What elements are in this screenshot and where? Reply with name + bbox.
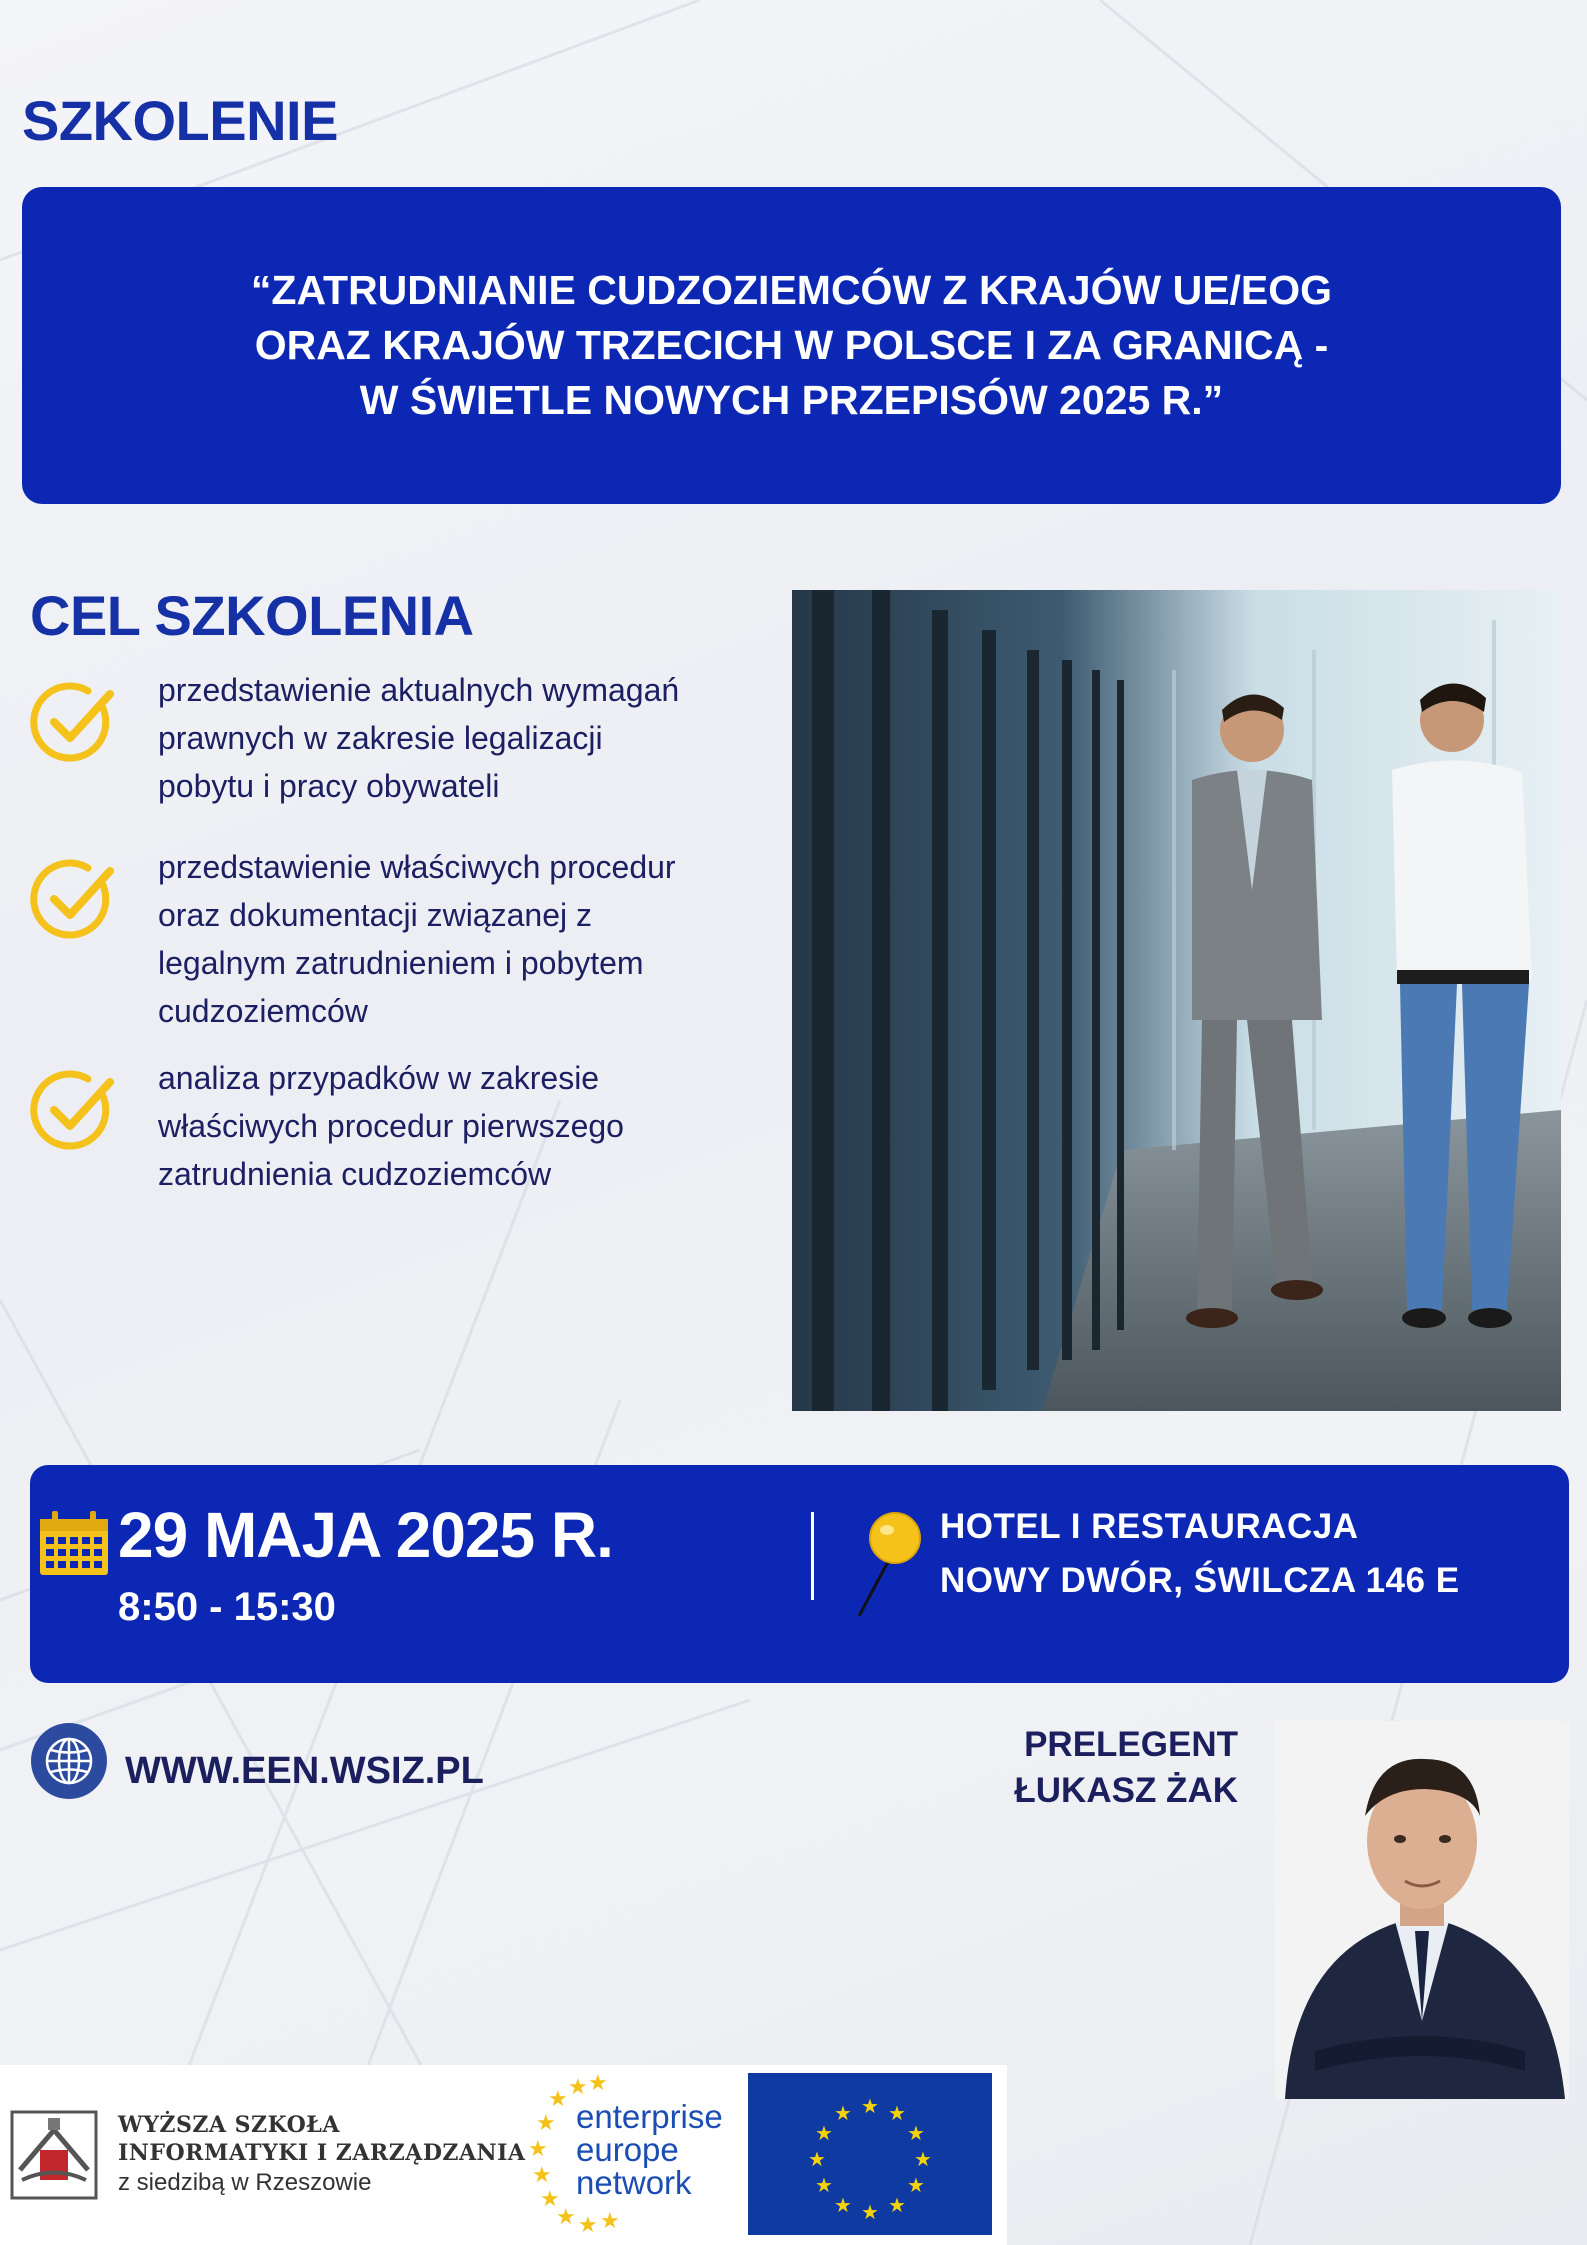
wsiz-name-line-1: WYŻSZA SZKOŁA	[118, 2112, 340, 2138]
title-banner	[22, 187, 1561, 504]
speaker-label: PRELEGENT	[1024, 1725, 1238, 1764]
svg-text:★: ★	[578, 2213, 598, 2237]
goal-line: analiza przypadków w zakresie	[158, 1060, 600, 1096]
goal-item	[30, 1060, 790, 1198]
goals-heading: CEL SZKOLENIA	[30, 584, 474, 647]
een-word-2: europe	[576, 2131, 679, 2168]
svg-text:★: ★	[914, 2147, 932, 2171]
event-time: 8:50 - 15:30	[118, 1585, 336, 1629]
goal-line: oraz dokumentacji związanej z	[158, 897, 592, 933]
goal-line: przedstawienie aktualnych wymagań	[158, 672, 680, 708]
goal-text	[158, 843, 676, 1035]
svg-text:★: ★	[600, 2209, 620, 2234]
svg-text:★: ★	[540, 2187, 560, 2212]
title-line-1: “ZATRUDNIANIE CUDZOZIEMCÓW Z KRAJÓW UE/EOG	[250, 267, 1333, 313]
goal-item	[30, 849, 790, 1035]
calendar-icon	[38, 1511, 110, 1577]
event-date: 29 MAJA 2025 R.	[118, 1499, 613, 1571]
office-photo	[792, 590, 1561, 1411]
svg-text:★: ★	[861, 2094, 879, 2118]
title-line-3: W ŚWIETLE NOWYCH PRZEPISÓW 2025 R.”	[359, 377, 1224, 423]
wsiz-location: z siedzibą w Rzeszowie	[118, 2169, 372, 2196]
svg-text:★: ★	[808, 2147, 826, 2171]
svg-text:★: ★	[907, 2173, 925, 2197]
een-word-3: network	[576, 2164, 692, 2201]
info-divider	[811, 1512, 814, 1600]
svg-text:★: ★	[834, 2101, 852, 2125]
svg-text:★: ★	[888, 2193, 906, 2217]
training-title	[251, 263, 1332, 428]
goal-text	[158, 666, 679, 810]
globe-icon	[30, 1722, 108, 1800]
check-circle-icon	[30, 1068, 118, 1156]
wsiz-crest-logo	[10, 2110, 98, 2200]
svg-text:★: ★	[815, 2173, 833, 2197]
svg-text:★: ★	[907, 2121, 925, 2145]
eu-flag-logo	[748, 2073, 992, 2235]
check-circle-icon	[30, 857, 118, 945]
svg-text:★: ★	[815, 2121, 833, 2145]
goal-line: pobytu i pracy obywateli	[158, 768, 500, 804]
wsiz-name-line-2: INFORMATYKI I ZARZĄDZANIA	[118, 2140, 526, 2166]
venue-address: NOWY DWÓR, ŚWILCZA 146 E	[940, 1561, 1460, 1600]
check-circle-icon	[30, 680, 118, 768]
svg-text:★: ★	[888, 2101, 906, 2125]
svg-text:★: ★	[536, 2111, 556, 2136]
svg-text:★: ★	[528, 2137, 548, 2162]
map-pin-icon	[855, 1512, 927, 1618]
goal-line: legalnym zatrudnieniem i pobytem	[158, 945, 644, 981]
event-type-heading: SZKOLENIE	[22, 89, 338, 152]
svg-text:★: ★	[861, 2200, 879, 2224]
speaker-photo	[1275, 1721, 1569, 2099]
svg-text:★: ★	[568, 2075, 588, 2100]
goal-text	[158, 1054, 624, 1198]
goal-line: cudzoziemców	[158, 993, 368, 1029]
svg-text:★: ★	[588, 2072, 608, 2096]
goal-line: właściwych procedur pierwszego	[158, 1108, 624, 1144]
venue-name: HOTEL I RESTAURACJA	[940, 1507, 1359, 1546]
goal-item	[30, 672, 790, 810]
title-line-2: ORAZ KRAJÓW TRZECICH W POLSCE I ZA GRANICĄ -	[254, 322, 1329, 368]
svg-text:★: ★	[556, 2205, 576, 2230]
goal-line: zatrudnienia cudzoziemców	[158, 1156, 552, 1192]
svg-text:★: ★	[834, 2193, 852, 2217]
svg-text:★: ★	[548, 2087, 568, 2112]
goal-line: przedstawienie właściwych procedur	[158, 849, 676, 885]
website-link[interactable]: WWW.EEN.WSIZ.PL	[125, 1750, 484, 1792]
een-word-1: enterprise	[576, 2098, 723, 2135]
svg-text:★: ★	[532, 2163, 552, 2188]
speaker-name: ŁUKASZ ŻAK	[1014, 1771, 1238, 1810]
goal-line: prawnych w zakresie legalizacji	[158, 720, 603, 756]
